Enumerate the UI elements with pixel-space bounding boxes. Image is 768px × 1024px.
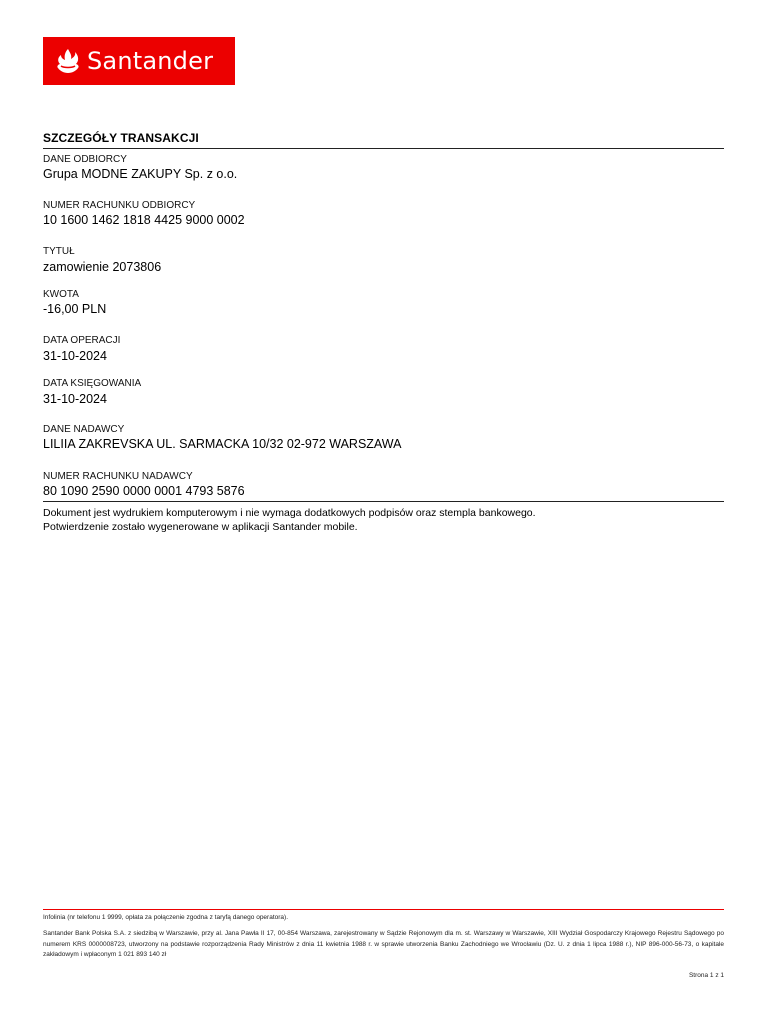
details-divider: [43, 501, 724, 502]
brand-name: Santander: [87, 47, 214, 75]
recipient-account-label: NUMER RACHUNKU ODBIORCY: [43, 200, 196, 211]
title-divider: [43, 148, 724, 149]
document-note: Dokument jest wydrukiem komputerowym i nie wymaga dodatkowych podpisów oraz stempla bankowego.: [43, 507, 536, 519]
section-title: SZCZEGÓŁY TRANSAKCJI: [43, 131, 199, 145]
amount-value: -16,00 PLN: [43, 302, 107, 316]
generation-note: Potwierdzenie zostało wygenerowane w aplikacji Santander mobile.: [43, 521, 358, 533]
santander-flame-icon: [57, 48, 79, 74]
operation-date-value: 31-10-2024: [43, 349, 107, 363]
amount-label: KWOTA: [43, 289, 79, 300]
page-number: Strona 1 z 1: [688, 972, 724, 979]
operation-date-label: DATA OPERACJI: [43, 335, 121, 346]
footer-divider: [43, 909, 724, 910]
footer-legal: Santander Bank Polska S.A. z siedzibą w Warszawie, przy al. Jana Pawła II 17, 00-854 Warszawa, zarejestrowany w Sądzie Rejonowym dla m. st. Warszawy w Warszawie, XIII Wydział Gospodarczy Krajowego Rejestru Sądowego po numerem KRS 0000008723, utworzony na podstawie rozporządzenia Rady Ministrów z dnia 11 kwietnia 1988 r. w sprawie utworzenia Banku Zachodniego we Wrocławiu (Dz. U. z dnia 1 lipca 1988 r.), NIP 896-000-56-73, o kapitale zakładowym i wpłaconym 1 021 893 140 zł: [43, 930, 724, 958]
booking-date-value: 31-10-2024: [43, 392, 107, 406]
recipient-account-value: 10 1600 1462 1818 4425 9000 0002: [43, 213, 245, 227]
title-value: zamowienie 2073806: [43, 260, 162, 274]
booking-date-label: DATA KSIĘGOWANIA: [43, 378, 142, 389]
sender-account-label: NUMER RACHUNKU NADAWCY: [43, 471, 193, 482]
footer-infolinia: Infolinia (nr telefonu 1 9999, opłata za połączenie zgodna z taryfą danego operatora).: [43, 914, 289, 921]
recipient-label: DANE ODBIORCY: [43, 154, 127, 165]
title-label: TYTUŁ: [43, 246, 75, 257]
santander-logo: [43, 37, 235, 85]
sender-label: DANE NADAWCY: [43, 424, 125, 435]
sender-value: LILIIA ZAKREVSKA UL. SARMACKA 10/32 02-972 WARSZAWA: [43, 437, 402, 451]
recipient-value: Grupa MODNE ZAKUPY Sp. z o.o.: [43, 167, 238, 181]
sender-account-value: 80 1090 2590 0000 0001 4793 5876: [43, 484, 245, 498]
